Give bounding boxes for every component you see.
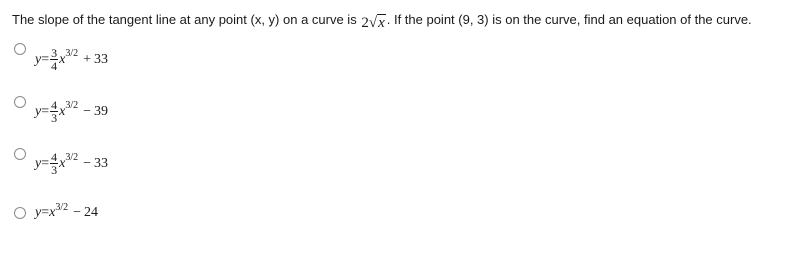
fraction-denominator: 4 [51,59,58,73]
exponent: 3/2 [55,201,69,213]
radio-button[interactable] [14,96,26,108]
slope-expression [361,15,385,31]
fraction [50,47,58,72]
answer-option-4[interactable] [14,201,99,221]
lhs-variable: y [35,51,42,67]
question-text [12,12,752,31]
x-variable: x [59,103,66,119]
fraction-denominator: 3 [51,111,58,125]
constant: 24 [84,205,99,220]
fraction-numerator: 3 [51,46,58,60]
radio-button[interactable] [14,43,26,55]
constant: 33 [94,51,109,67]
lhs-variable: y [35,205,42,220]
fraction-denominator: 3 [51,163,58,177]
answer-option-1[interactable] [14,47,108,72]
slope-coefficient: 2 [361,15,369,31]
operator: − [73,205,82,220]
operator: − [83,103,92,119]
equals-sign: = [41,103,50,119]
exponent: 3/2 [65,48,79,59]
lhs-variable: y [35,103,42,119]
equals-sign: = [41,205,50,220]
x-variable: x [59,51,66,67]
operator: − [83,155,92,171]
question-text-after: . If the point (9, 3) is on the curve, find an equation of the curve. [386,12,752,27]
answer-option-2[interactable] [14,99,108,124]
operator: + [83,51,92,67]
equals-sign: = [41,155,50,171]
radio-button[interactable] [14,207,26,219]
exponent: 3/2 [65,100,79,111]
x-variable: x [49,205,56,220]
answer-option-3[interactable] [14,151,108,176]
fraction-numerator: 4 [51,98,58,112]
radicand: x [378,15,385,31]
question-text-before: The slope of the tangent line at any point (x, y) on a curve is [12,12,357,27]
exponent: 3/2 [65,152,79,163]
option-2-equation [35,99,108,124]
constant: 33 [94,155,109,171]
radical-sign: √ [368,15,378,31]
lhs-variable: y [35,155,42,171]
fraction-numerator: 4 [51,150,58,164]
fraction [50,151,58,176]
option-1-equation [35,47,108,72]
option-3-equation [35,151,108,176]
equals-sign: = [41,51,50,67]
x-variable: x [59,155,66,171]
constant: 39 [94,103,109,119]
fraction [50,99,58,124]
option-4-equation [35,201,99,221]
radio-button[interactable] [14,148,26,160]
